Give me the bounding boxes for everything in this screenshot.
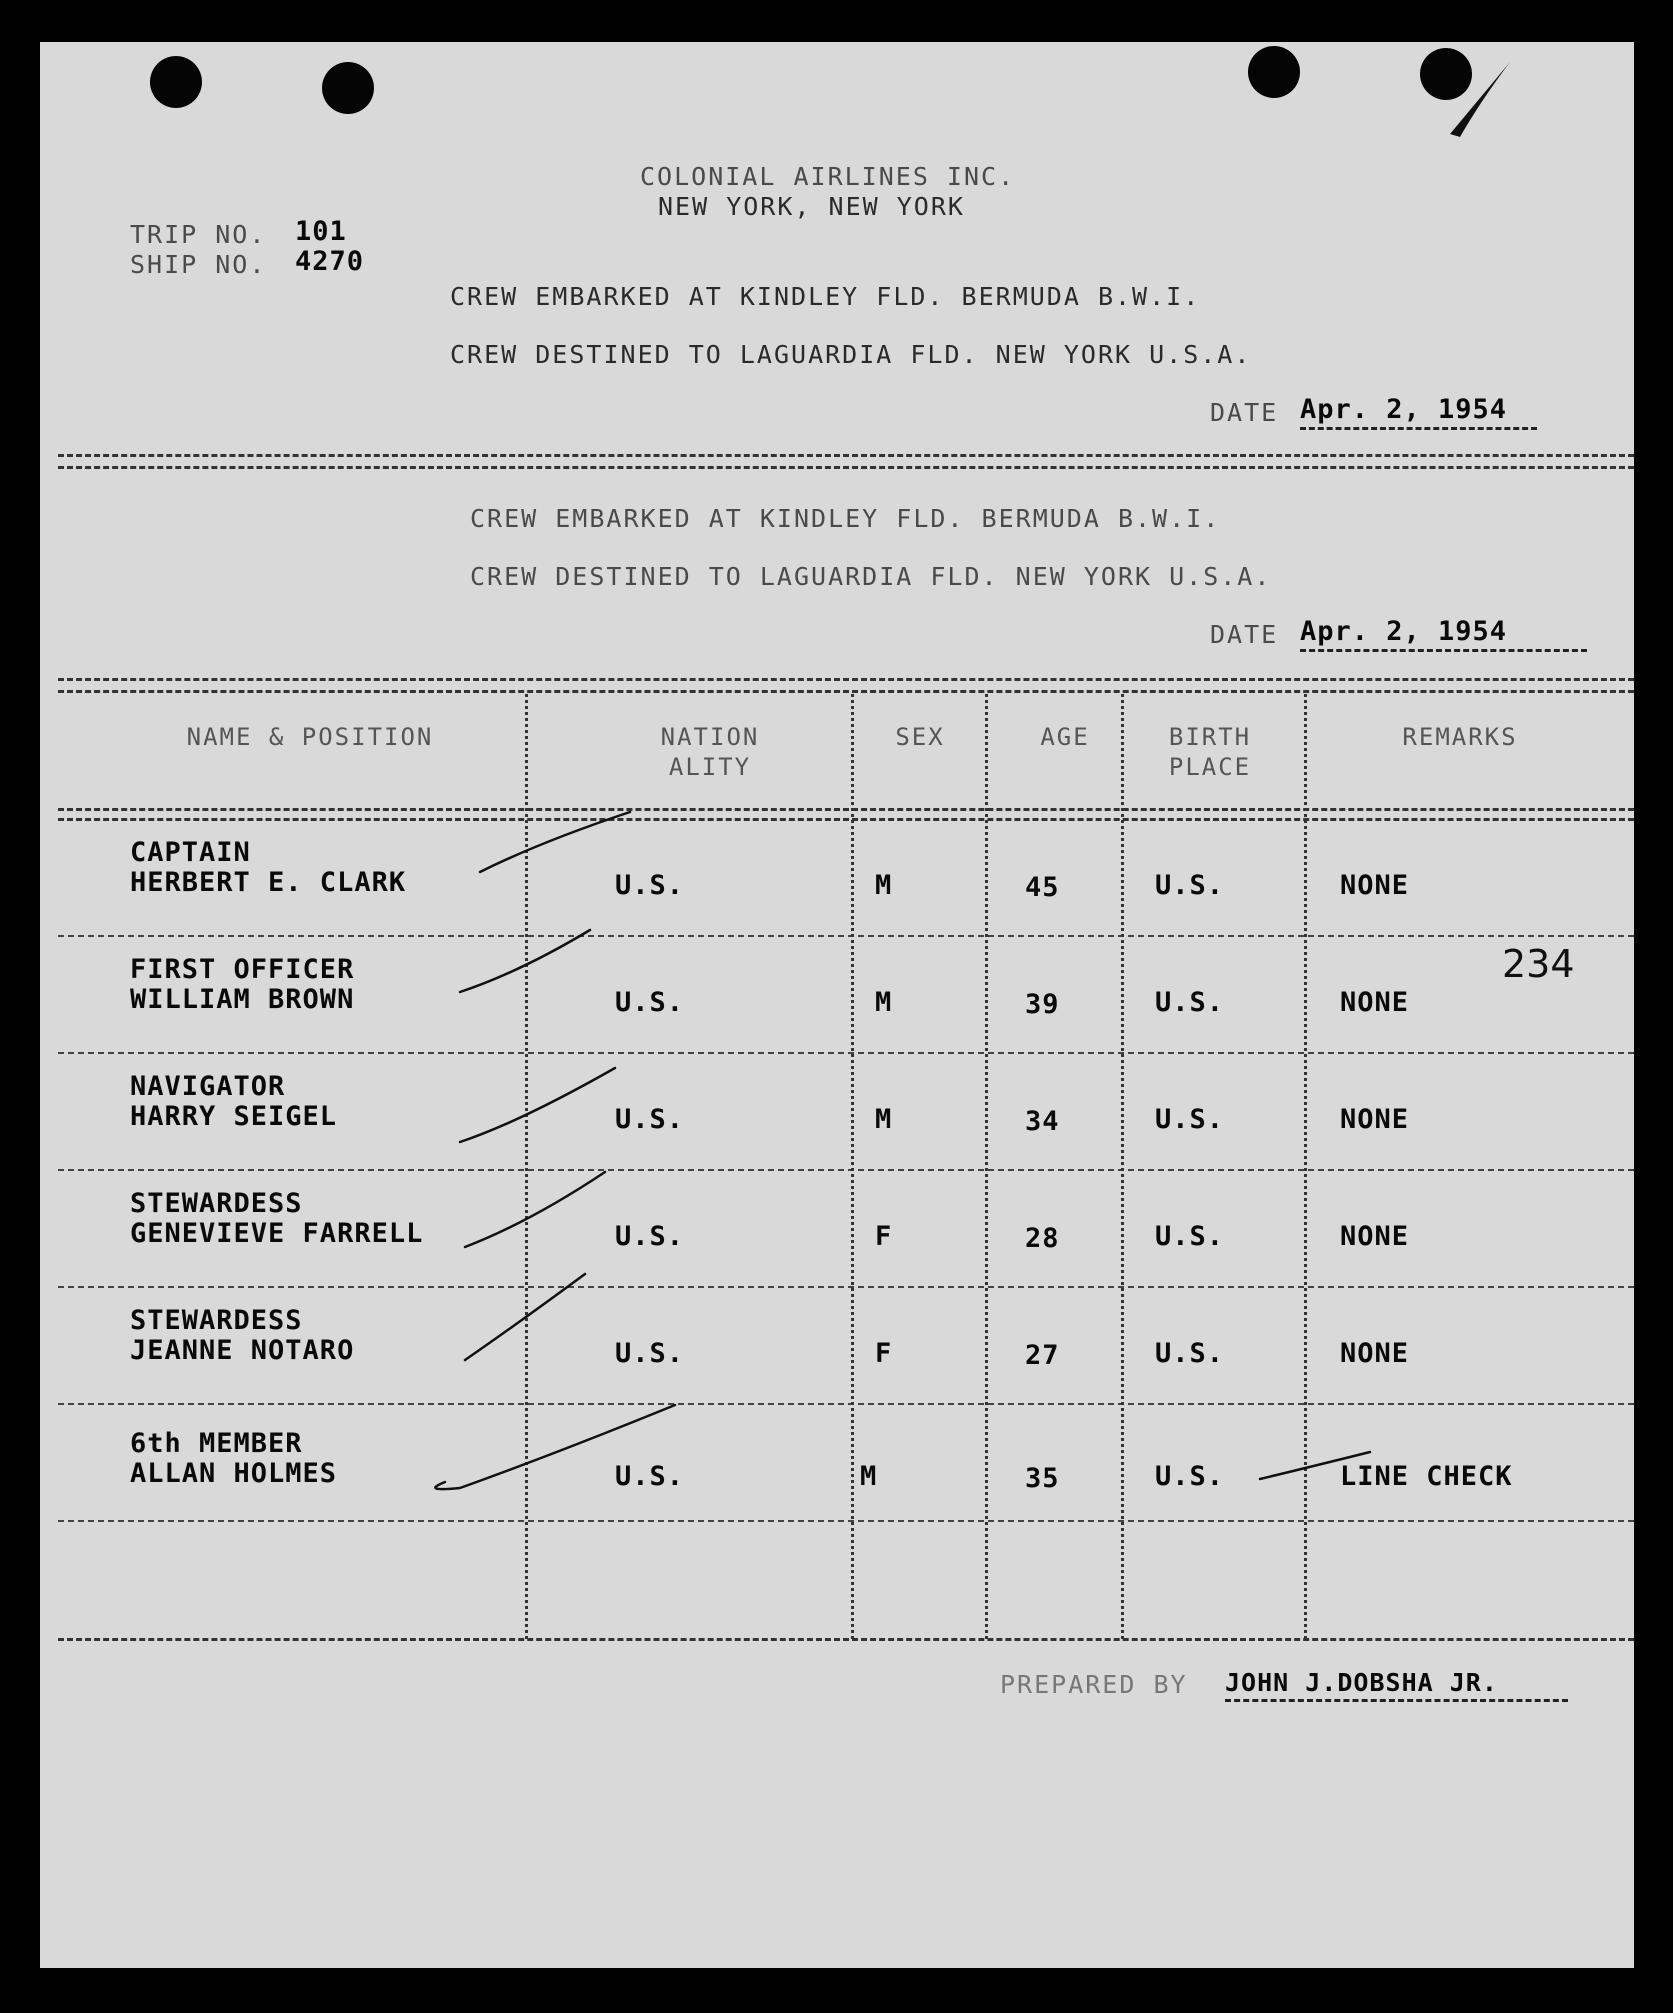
handwritten-check-marks bbox=[40, 42, 1634, 1968]
crew-age: 45 bbox=[1025, 872, 1060, 903]
crew-position: NAVIGATOR bbox=[130, 1071, 286, 1102]
crew-age: 39 bbox=[1025, 989, 1060, 1020]
crew-remarks: LINE CHECK bbox=[1340, 1461, 1513, 1492]
crew-sex: F bbox=[875, 1338, 893, 1369]
crew-birth-place: U.S. bbox=[1155, 987, 1225, 1018]
crew-age: 27 bbox=[1025, 1340, 1060, 1371]
crew-name: JEANNE NOTARO bbox=[130, 1335, 355, 1366]
crew-birth-place: U.S. bbox=[1155, 1221, 1225, 1252]
crew-sex: M bbox=[875, 1104, 893, 1135]
crew-remarks: NONE bbox=[1340, 1338, 1410, 1369]
column-header-name: NAME & POSITION bbox=[186, 723, 434, 751]
crew-remarks: NONE bbox=[1340, 1104, 1410, 1135]
company-city: NEW YORK, NEW YORK bbox=[658, 192, 965, 221]
company-name: COLONIAL AIRLINES INC. bbox=[640, 162, 1016, 191]
column-header-sex: SEX bbox=[895, 723, 945, 751]
column-header-remarks: REMARKS bbox=[1402, 723, 1518, 751]
crew-position: STEWARDESS bbox=[130, 1188, 303, 1219]
crew-age: 34 bbox=[1025, 1106, 1060, 1137]
crew-remarks: NONE bbox=[1340, 1221, 1410, 1252]
crew-age: 35 bbox=[1025, 1463, 1060, 1494]
crew-name: ALLAN HOLMES bbox=[130, 1458, 338, 1489]
column-header-birth-place: BIRTH PLACE bbox=[1168, 723, 1252, 781]
crew-age: 28 bbox=[1025, 1223, 1060, 1254]
crew-nationality: U.S. bbox=[615, 1461, 685, 1492]
crew-birth-place: U.S. bbox=[1155, 1461, 1225, 1492]
crew-birth-place: U.S. bbox=[1155, 870, 1225, 901]
prepared-by-label: PREPARED BY bbox=[1000, 1670, 1188, 1699]
crew-sex: M bbox=[860, 1461, 878, 1492]
crew-name: GENEVIEVE FARRELL bbox=[130, 1218, 424, 1249]
crew-nationality: U.S. bbox=[615, 1104, 685, 1135]
crew-position: STEWARDESS bbox=[130, 1305, 303, 1336]
crew-remarks: NONE bbox=[1340, 987, 1410, 1018]
crew-birth-place: U.S. bbox=[1155, 1338, 1225, 1369]
column-header-age: AGE bbox=[1040, 723, 1090, 751]
crew-name: HERBERT E. CLARK bbox=[130, 867, 407, 898]
date-label-2: DATE bbox=[1210, 620, 1279, 649]
crew-nationality: U.S. bbox=[615, 1221, 685, 1252]
embarked-line-1: CREW EMBARKED AT KINDLEY FLD. BERMUDA B.W.I. bbox=[450, 282, 1201, 311]
column-header-nationality: NATION ALITY bbox=[660, 723, 760, 781]
date-value-2: Apr. 2, 1954 bbox=[1300, 616, 1587, 652]
document-page bbox=[40, 42, 1634, 1968]
embarked-line-2: CREW EMBARKED AT KINDLEY FLD. BERMUDA B.W.I. bbox=[470, 504, 1221, 533]
crew-name: HARRY SEIGEL bbox=[130, 1101, 338, 1132]
crew-sex: F bbox=[875, 1221, 893, 1252]
date-value-1: Apr. 2, 1954 bbox=[1300, 394, 1537, 430]
prepared-by-name: JOHN J.DOBSHA JR. bbox=[1225, 1668, 1568, 1702]
crew-birth-place: U.S. bbox=[1155, 1104, 1225, 1135]
crew-nationality: U.S. bbox=[615, 870, 685, 901]
ship-no-value: 4270 bbox=[295, 246, 365, 277]
trip-no-label: TRIP NO. bbox=[130, 220, 267, 249]
destined-line-1: CREW DESTINED TO LAGUARDIA FLD. NEW YORK U.S.A. bbox=[450, 340, 1252, 369]
date-label-1: DATE bbox=[1210, 398, 1279, 427]
ship-no-label: SHIP NO. bbox=[130, 250, 267, 279]
crew-position: 6th MEMBER bbox=[130, 1428, 303, 1459]
crew-nationality: U.S. bbox=[615, 1338, 685, 1369]
destined-line-2: CREW DESTINED TO LAGUARDIA FLD. NEW YORK U.S.A. bbox=[470, 562, 1272, 591]
crew-position: CAPTAIN bbox=[130, 837, 251, 868]
handwritten-page-number: 234 bbox=[1502, 942, 1575, 986]
crew-nationality: U.S. bbox=[615, 987, 685, 1018]
crew-position: FIRST OFFICER bbox=[130, 954, 355, 985]
crew-sex: M bbox=[875, 870, 893, 901]
trip-no-value: 101 bbox=[295, 216, 347, 247]
crew-remarks: NONE bbox=[1340, 870, 1410, 901]
crew-name: WILLIAM BROWN bbox=[130, 984, 355, 1015]
crew-sex: M bbox=[875, 987, 893, 1018]
